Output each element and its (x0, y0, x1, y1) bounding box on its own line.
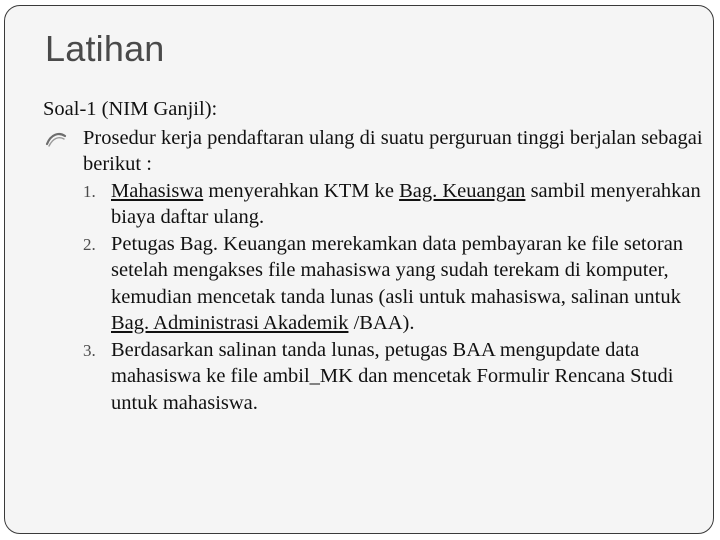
list-item (43, 231, 703, 337)
step-text-segment: sambil menyerahkan biaya daftar ulang. (111, 179, 701, 228)
list-item (43, 337, 703, 417)
slide-frame (4, 5, 714, 534)
slide-body (43, 96, 703, 416)
step-list (43, 178, 703, 417)
list-item (43, 178, 703, 231)
slide-title: Latihan (45, 28, 165, 69)
step-text (111, 339, 673, 414)
step-text (111, 233, 683, 335)
step-number: 2. (83, 234, 96, 254)
step-text (111, 180, 701, 229)
step-text-segment: Petugas Bag. Keuangan merekamkan data pembayaran ke file setoran setelah mengakses file mahasiswa yang sudah terekam di komputer, kemudian mencetak tanda lunas (asli untuk mahasiswa, salinan untuk (111, 232, 684, 308)
bullet-text: Prosedur kerja pendaftaran ulang di suatu perguruan tinggi berjalan sebagai berikut : (83, 126, 703, 175)
step-text-segment: /BAA). (348, 312, 415, 334)
curved-bullet-icon (45, 130, 67, 148)
question-heading: Soal-1 (NIM Ganjil): (43, 98, 218, 120)
underlined-term: Bag. Keuangan (399, 179, 526, 202)
step-text-segment: menyerahkan KTM ke (203, 179, 400, 202)
step-number: 3. (83, 340, 96, 360)
underlined-term: Mahasiswa (111, 179, 204, 202)
underlined-term: Bag. Administrasi Akademik (111, 312, 349, 334)
step-text-segment: Berdasarkan salinan tanda lunas, petugas BAA mengupdate data mahasiswa ke file ambil_MK dan mencetak Formulir Rencana Studi untuk mahasiswa. (111, 338, 674, 414)
bullet-item (43, 125, 703, 178)
step-number: 1. (83, 181, 96, 201)
